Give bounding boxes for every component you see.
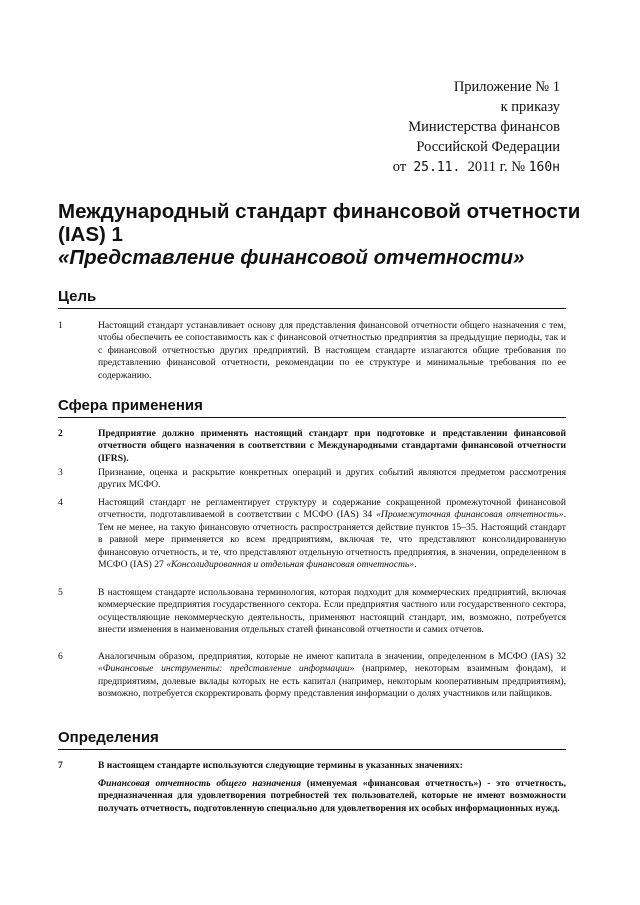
paragraph-3 xyxy=(58,467,566,492)
paragraph-1 xyxy=(58,320,566,382)
section-heading-scope: Сфера применения xyxy=(58,397,566,418)
document-title xyxy=(58,200,598,269)
paragraph-text: Настоящий стандарт устанавливает основу для представления финансовой отчетности общего назначения с тем, чтобы обеспечить ее сопоставимость как с финансовой отчетностью предприятия за предыдущие периоды, так и с финансовой отчетностью других предприятий. В настоящем стандарте излагаются общие требования по представлению финансовой отчетности, рекомендации по ее структуре и минимальные требования по ее содержанию. xyxy=(98,320,566,381)
section-heading-goal: Цель xyxy=(58,288,566,309)
definition-general-purpose-statements xyxy=(58,778,566,815)
date-year: 2011 г. № xyxy=(467,159,526,175)
text-run: Настоящий стандарт не регламентирует структуру и содержание сокращенной промежуточной финансовой отчетности, подготавливаемой в соответствии с МСФО (IAS) 34 xyxy=(98,497,566,521)
standard-title-ias34: «Промежуточная финансовая отчетность» xyxy=(376,509,564,521)
appendix-line-3: Министерства финансов xyxy=(408,119,560,135)
definition-body: (именуемая «финансовая отчетность») - это отчетность, предназначенная для удовлетворения потребностей тех пользователей, которые не имеют возможности получать отчетность, подготовленную специально для удовлетворения их особых информационных нужд. xyxy=(98,778,566,814)
paragraph-5 xyxy=(58,587,566,637)
text-run: . Тем не менее, на такую финансовую отчетность распространяется действие пунктов 15–35. Настоящий стандарт в равной мере применяется ко всем предприятиям, включая те, что представляют консолидированную финансовую отчетность, и те, что представляют отдельную отчетность предприятия, в значении, определенном в МСФО (IAS) 27 xyxy=(98,509,566,571)
definition-text xyxy=(98,778,566,815)
standard-title-ias32: «Финансовые инструменты: представление информации» xyxy=(98,663,355,675)
appendix-header xyxy=(380,77,560,178)
text-run: . xyxy=(414,559,417,571)
paragraph-number: 7 xyxy=(58,760,63,771)
paragraph-text: В настоящем стандарте использована терминология, которая подходит для коммерческих предприятий, включая коммерческие предприятия государственного сектора. Если предприятия частного или государственного сектора, осуществляющие некоммерческую деятельность, применяют настоящий стандарт, им, возможно, потребуется внести изменения в наименования отдельных статей финансовой отчетности и самих отчетов. xyxy=(98,587,566,636)
order-number: 160н xyxy=(528,160,560,175)
paragraph-number: 2 xyxy=(58,428,63,439)
title-line-2: (IAS) 1 xyxy=(58,223,123,246)
appendix-date-line xyxy=(380,157,560,178)
paragraph-4 xyxy=(58,497,566,571)
appendix-line-2: к приказу xyxy=(500,99,560,115)
date-day: 25.11. xyxy=(413,160,461,175)
appendix-line-4: Российской Федерации xyxy=(416,139,560,155)
paragraph-2 xyxy=(58,428,566,465)
text-run: Аналогичным образом, предприятия, которые не имеют капитала в значении, определенном в МСФО (IAS) 32 xyxy=(98,651,566,662)
standard-title-ias27: «Консолидированная и отдельная финансовая отчетность» xyxy=(166,559,415,571)
paragraph-number: 3 xyxy=(58,467,63,478)
date-prefix: от xyxy=(392,159,407,175)
paragraph-text: Признание, оценка и раскрытие конкретных операций и других событий являются предметом рассмотрения других МСФО. xyxy=(98,467,566,491)
title-line-3: «Представление финансовой отчетности» xyxy=(58,246,525,269)
paragraph-number: 6 xyxy=(58,651,63,662)
paragraph-number: 4 xyxy=(58,497,63,508)
defined-term: Финансовая отчетность общего назначения xyxy=(98,778,302,789)
appendix-line-1: Приложение № 1 xyxy=(453,79,560,95)
title-line-1: Международный стандарт финансовой отчетности xyxy=(58,200,581,223)
paragraph-number: 1 xyxy=(58,320,63,331)
paragraph-text: В настоящем стандарте используются следующие термины в указанных значениях: xyxy=(98,760,463,771)
paragraph-6 xyxy=(58,651,566,701)
section-heading-definitions: Определения xyxy=(58,729,566,750)
text-run: (например, некоторым взаимным фондам), и предприятиям, долевые вклады которых не есть капитал (например, некоторым кооперативным предприятиям), возможно, потребуется скорректировать форму представления информации о долях участников или пайщиков. xyxy=(98,663,566,700)
paragraph-text xyxy=(98,651,566,701)
paragraph-number: 5 xyxy=(58,587,63,598)
paragraph-text: Предприятие должно применять настоящий стандарт при подготовке и представлении финансовой отчетности общего назначения в соответствии с Международными стандартами финансовой отчетности (IFRS). xyxy=(98,428,566,464)
paragraph-text xyxy=(98,497,566,571)
paragraph-7 xyxy=(58,760,566,772)
